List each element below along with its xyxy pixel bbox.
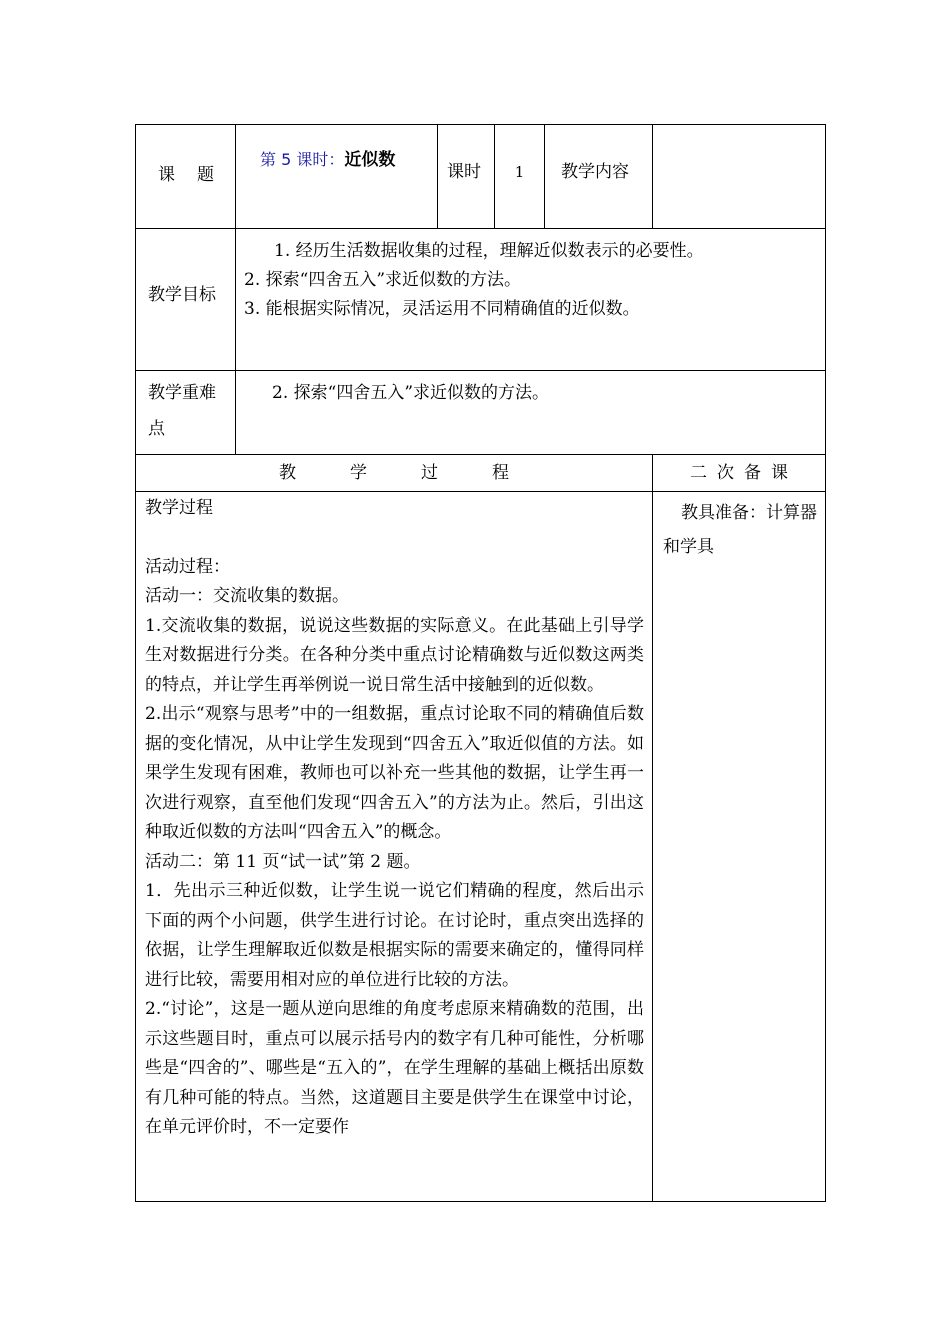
content-value	[653, 125, 826, 229]
spacer	[145, 524, 644, 553]
process-header-row	[136, 455, 826, 492]
process-paragraph: 活动一：交流收集的数据。	[145, 586, 349, 606]
process-header	[136, 455, 653, 492]
process-title: 教学过程	[145, 498, 213, 518]
notes-text: 教具准备：计算器和学具	[663, 503, 817, 557]
notes-header-char-2: 次	[717, 462, 734, 483]
goals-label: 教学目标	[136, 229, 236, 371]
hours-label: 课时	[438, 125, 495, 229]
process-header-char-1: 教	[279, 462, 296, 483]
topic-label	[136, 125, 236, 229]
process-paragraph: 活动过程：	[145, 556, 230, 577]
key-points-text: 2. 探索“四舍五入”求近似数的方法。	[236, 371, 826, 455]
lesson-number: 第 5 课时：	[260, 150, 345, 169]
key-points-row	[136, 371, 826, 455]
process-paragraph: 2.“讨论”，这是一题从逆向思维的角度考虑原来精确数的范围，出示这些题目时，重点可以展示括号内的数字有几种可能性，分析哪些是“四舍的”、哪些是“五入的”，在学生理解的基础上概括出原数有几种可能的特点。当然，这道题目主要是供学生在课堂中讨论，在单元评价时，不一定要作	[145, 999, 644, 1137]
notes-header-char-4: 课	[771, 462, 788, 483]
goal-item-3: 3. 能根据实际情况，灵活运用不同精确值的近似数。	[244, 299, 640, 319]
process-header-char-2: 学	[350, 462, 367, 483]
process-paragraph: 活动二：第 11 页“试一试”第 2 题。	[145, 851, 421, 872]
key-points-label-line-2: 点	[148, 419, 165, 439]
content-label: 教学内容	[545, 125, 653, 229]
lesson-title-cell	[236, 125, 438, 229]
header-row	[136, 125, 826, 229]
goal-item-2: 2. 探索“四舍五入”求近似数的方法。	[244, 270, 522, 290]
key-points-label-line-1: 教学重难	[148, 383, 216, 403]
notes-body	[653, 492, 826, 1202]
process-header-char-4: 程	[492, 462, 509, 483]
process-paragraph: 1.交流收集的数据，说说这些数据的实际意义。在此基础上引导学生对数据进行分类。在各种分类中重点讨论精确数与近似数这两类的特点，并让学生再举例说一说日常生活中接触到的近似数。	[145, 615, 644, 695]
process-paragraph: 2.出示“观察与思考”中的一组数据，重点讨论取不同的精确值后数据的变化情况，从中让学生发现到“四舍五入”取近似值的方法。如果学生发现有困难，教师也可以补充一些其他的数据，让学生再一次进行观察，直至他们发现“四舍五入”的方法为止。然后，引出这种取近似数的方法叫“四舍五入”的概念。	[145, 704, 644, 842]
lesson-title: 近似数	[344, 150, 396, 170]
process-body	[136, 492, 653, 1202]
process-header-char-3: 过	[421, 462, 438, 483]
topic-label-char-1: 课	[158, 165, 177, 185]
notes-header-char-3: 备	[744, 462, 761, 483]
notes-header-char-1: 二	[690, 462, 707, 483]
notes-header	[653, 455, 826, 492]
process-body-row	[136, 492, 826, 1202]
lesson-plan-table	[135, 124, 826, 1202]
goal-item-1: 1. 经历生活数据收集的过程，理解近似数表示的必要性。	[274, 241, 704, 261]
hours-value: 1	[495, 125, 545, 229]
goals-row	[136, 229, 826, 371]
process-paragraph: 1．先出示三种近似数，让学生说一说它们精确的程度，然后出示下面的两个小问题，供学生进行讨论。在讨论时，重点突出选择的依据，让学生理解取近似数是根据实际的需要来确定的，懂得同样进行比较，需要用相对应的单位进行比较的方法。	[145, 881, 644, 990]
topic-label-char-2: 题	[197, 165, 216, 185]
goals-content	[236, 229, 826, 371]
key-points-label	[136, 371, 236, 455]
